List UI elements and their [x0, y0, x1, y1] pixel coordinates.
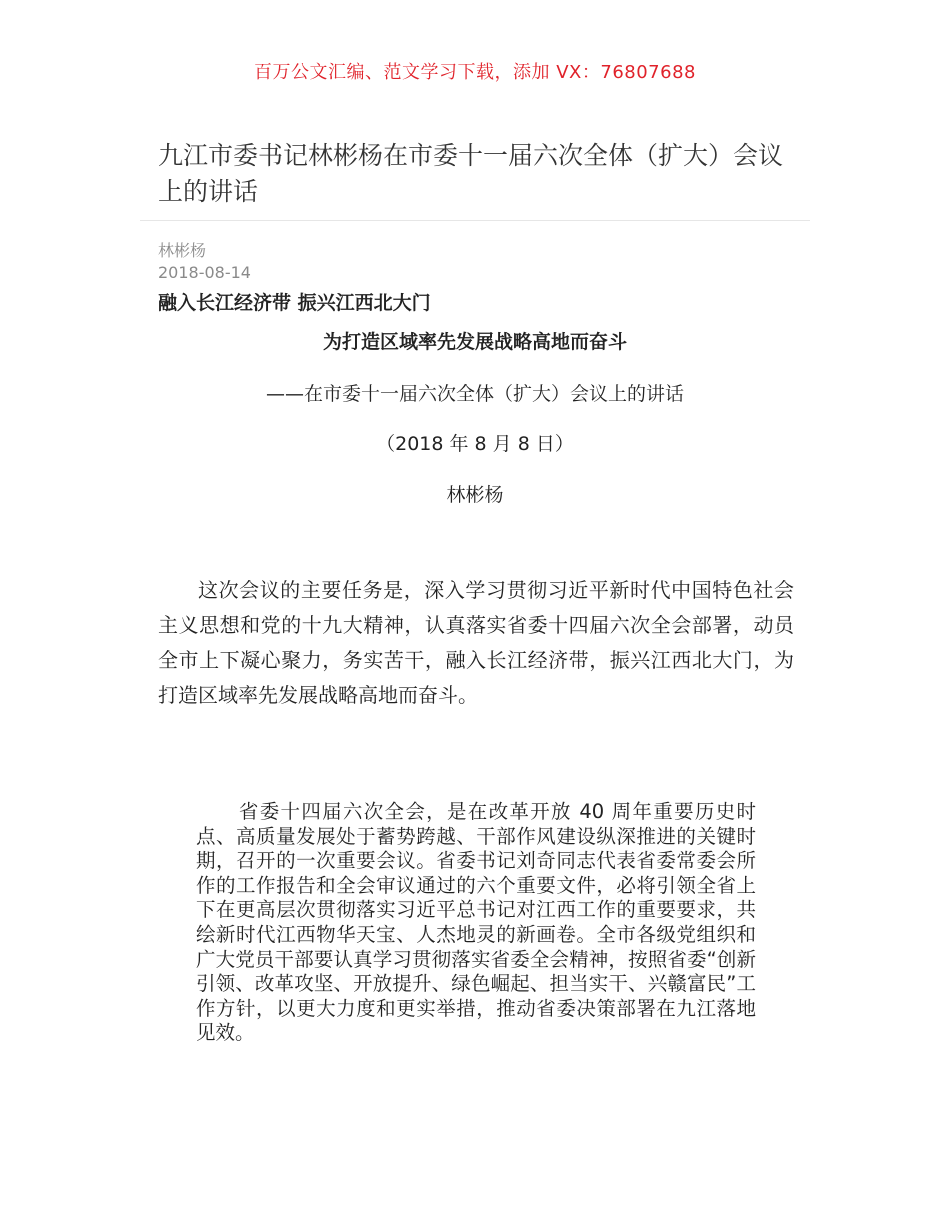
body-paragraph-1: 这次会议的主要任务是，深入学习贯彻习近平新时代中国特色社会主义思想和党的十九大精神，认真落实省委十四届六次全会部署，动员全市上下凝心聚力，务实苦干，融入长江经济带，振兴江西北大门，为打造区域率先发展战略高地而奋斗。: [158, 578, 794, 707]
speech-occasion: ——在市委十一届六次全体（扩大）会议上的讲话: [265, 383, 684, 405]
speech-main-heading: 融入长江经济带 振兴江西北大门: [158, 292, 431, 314]
article-title: 九江市委书记林彬杨在市委十一届六次全体（扩大）会议上的讲话: [158, 141, 784, 206]
speech-speaker: 林彬杨: [446, 484, 504, 506]
speech-date: （2018 年 8 月 8 日）: [376, 433, 574, 455]
article-author: 林彬杨: [158, 241, 207, 260]
body-paragraph-2: 省委十四届六次全会，是在改革开放 40 周年重要历史时点、高质量发展处于蓄势跨越、干部作风建设纵深推进的关键时期，召开的一次重要会议。省委书记刘奇同志代表省委常委会所作的工作报告和全会审议通过的六个重要文件，必将引领全省上下在更高层次贯彻落实习近平总书记对江西工作的重要要求，共绘新时代江西物华天宝、人杰地灵的新画卷。全市各级党组织和广大党员干部要认真学习贯彻落实省委全会精神，按照省委“创新引领、改革攻坚、开放提升、绿色崛起、担当实干、兴赣富民”工作方针，以更大力度和更实举措，推动省委决策部署在九江落地见效。: [196, 800, 756, 1045]
article-date: 2018-08-14: [158, 263, 251, 282]
speech-sub-heading: 为打造区域率先发展战略高地而奋斗: [322, 331, 627, 353]
title-divider: [140, 220, 810, 221]
promo-banner: 百万公文汇编、范文学习下载，添加 VX：76807688: [254, 62, 696, 83]
